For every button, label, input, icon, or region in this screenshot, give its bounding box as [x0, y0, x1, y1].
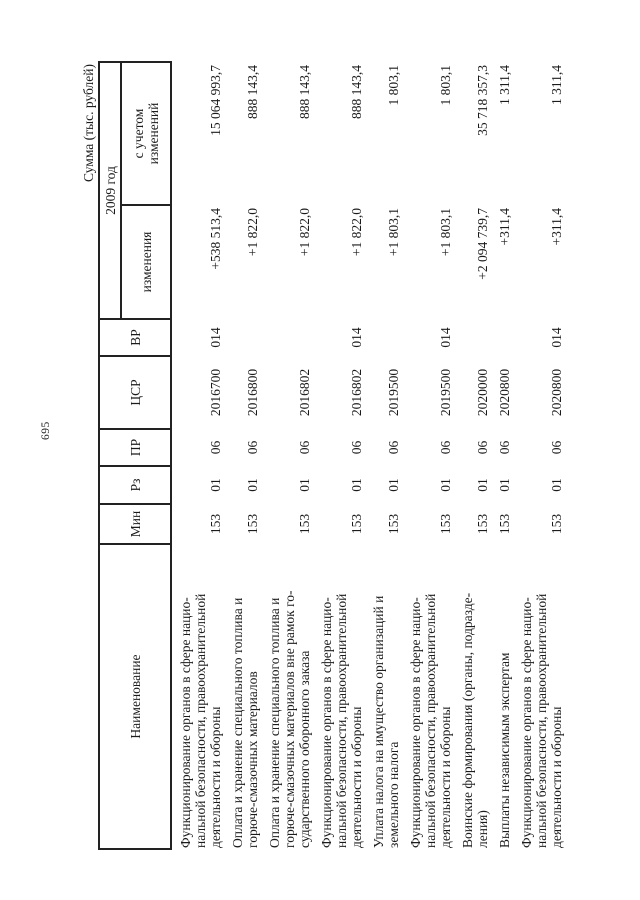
row-with-changes-cell: 15 064 993,7: [208, 65, 223, 136]
row-rz-cell: 01: [549, 478, 564, 492]
row-pr-cell: 06: [208, 440, 223, 455]
row-changes-cell: +1 803,1: [438, 208, 453, 257]
row-name-cell: [454, 544, 491, 849]
row-with-changes-cell: 1 803,1: [386, 65, 401, 106]
row-name-cell: [365, 544, 402, 849]
row-min-cell: 153: [475, 513, 490, 535]
row-name-cell: [513, 544, 565, 849]
row-name-line: нальной безопасности, правоохранительной: [193, 593, 208, 848]
row-name-line: нальной безопасности, правоохранительной: [423, 593, 438, 848]
row-name-line: Функционирование органов в сфере нацио-: [408, 597, 423, 848]
row-with-changes-cell: 35 718 357,3: [475, 65, 490, 136]
row-name-line: деятельности и обороны: [438, 706, 453, 848]
row-pr-cell: 06: [475, 440, 490, 455]
table-row: [491, 62, 513, 849]
header-with-changes: [121, 62, 171, 205]
row-name-cell: [491, 544, 513, 849]
row-name-line: земельного налога: [386, 741, 401, 848]
row-name-line: нальной безопасности, правоохранительной: [334, 593, 349, 848]
header-vr: ВР: [99, 319, 171, 356]
row-rz-cell: 01: [475, 478, 490, 492]
row-name-line: деятельности и обороны: [208, 706, 223, 848]
row-name-line: Оплата и хранение специального топлива и: [267, 597, 282, 848]
row-changes-cell: +1 822,0: [297, 208, 312, 257]
row-name-line: нальной безопасности, правоохранительной: [534, 593, 549, 848]
table-row: [454, 62, 491, 849]
row-vr-cell: 014: [438, 327, 453, 348]
row-rz-cell: 01: [438, 478, 453, 492]
row-name-line: Воинские формирования (органы, подразде-: [460, 592, 475, 848]
row-changes-cell: +311,4: [497, 208, 512, 246]
row-min-cell: 153: [497, 513, 512, 535]
row-csr-cell: 2019500: [386, 368, 401, 417]
row-rz-cell: 01: [349, 478, 364, 492]
row-min-cell: 153: [208, 513, 223, 535]
row-rz-cell: 01: [245, 478, 260, 492]
row-name-line: ления): [475, 810, 490, 848]
row-vr-cell: 014: [208, 327, 223, 348]
header-pr: ПР: [99, 429, 171, 466]
row-rz-cell: 01: [208, 478, 223, 492]
table-row: [313, 62, 365, 849]
row-with-changes-cell: 1 311,4: [549, 65, 564, 105]
header-year-group: 2009 год: [99, 62, 121, 319]
row-min-cell: 153: [438, 513, 453, 535]
row-name-line: Функционирование органов в сфере нацио-: [178, 597, 193, 848]
row-csr-cell: 2019500: [438, 368, 453, 417]
row-min-cell: 153: [349, 513, 364, 535]
header-with-changes-label: с учетом изменений: [131, 102, 161, 165]
row-name-cell: [224, 544, 261, 849]
row-name-line: Оплата и хранение специального топлива и: [230, 597, 245, 848]
row-rz-cell: 01: [297, 478, 312, 492]
row-pr-cell: 06: [549, 440, 564, 455]
row-changes-cell: +2 094 739,7: [475, 208, 490, 280]
row-name-line: сударственного оборонного заказа: [297, 650, 312, 848]
row-name-line: горюче-смазочных материалов вне рамок го-: [282, 590, 297, 848]
row-name-line: деятельности и обороны: [349, 706, 364, 848]
row-name-line: деятельности и обороны: [549, 706, 564, 848]
table-row: [171, 62, 224, 849]
row-rz-cell: 01: [386, 478, 401, 492]
row-csr-cell: 2020800: [497, 368, 512, 417]
table-body: [171, 62, 565, 849]
row-with-changes-cell: 1 803,1: [438, 65, 453, 106]
row-min-cell: 153: [386, 513, 401, 535]
row-vr-cell: [454, 319, 491, 356]
header-rz: Рз: [99, 466, 171, 504]
row-name-cell: [402, 544, 454, 849]
row-with-changes-cell: 888 143,4: [245, 65, 260, 119]
row-min-cell: 153: [549, 513, 564, 535]
row-csr-cell: 2016802: [297, 368, 312, 417]
row-vr-cell: 014: [349, 327, 364, 348]
table-row: [224, 62, 261, 849]
budget-table: [98, 61, 565, 850]
row-vr-cell: [261, 319, 313, 356]
row-pr-cell: 06: [349, 440, 364, 455]
row-pr-cell: 06: [438, 440, 453, 455]
header-changes: изменения: [121, 205, 171, 319]
row-with-changes-cell: 1 311,4: [497, 65, 512, 105]
row-vr-cell: [365, 319, 402, 356]
row-pr-cell: 06: [386, 440, 401, 455]
row-changes-cell: +538 513,4: [208, 208, 223, 270]
table-row: [402, 62, 454, 849]
row-csr-cell: 2016800: [245, 368, 260, 417]
row-changes-cell: +1 822,0: [245, 208, 260, 257]
row-pr-cell: 06: [497, 440, 512, 455]
units-note: Сумма (тыс. рублей): [81, 64, 96, 182]
row-name-line: Функционирование органов в сфере нацио-: [519, 597, 534, 848]
table-row: [513, 62, 565, 849]
row-csr-cell: 2020000: [475, 368, 490, 417]
page-number: 695: [40, 421, 52, 440]
header-min: Мин: [99, 504, 171, 544]
row-rz-cell: 01: [497, 478, 512, 492]
row-name-cell: [313, 544, 365, 849]
row-pr-cell: 06: [297, 440, 312, 455]
row-name-line: Выплаты независимым экспертам: [497, 652, 512, 848]
row-changes-cell: +1 803,1: [386, 208, 401, 257]
row-pr-cell: 06: [245, 440, 260, 455]
row-csr-cell: 2016700: [208, 368, 223, 417]
row-changes-cell: +1 822,0: [349, 208, 364, 257]
row-csr-cell: 2016802: [349, 368, 364, 417]
table-row: [261, 62, 313, 849]
table-header: [99, 62, 171, 849]
row-with-changes-cell: 888 143,4: [349, 65, 364, 119]
row-vr-cell: 014: [549, 327, 564, 348]
row-with-changes-cell: 888 143,4: [297, 65, 312, 119]
row-name-line: горюче-смазочных материалов: [245, 671, 260, 848]
row-name-line: Уплата налога на имущество организаций и: [371, 595, 386, 848]
row-min-cell: 153: [245, 513, 260, 535]
row-vr-cell: [491, 319, 513, 356]
row-name-cell: [261, 544, 313, 849]
row-name-cell: [171, 544, 224, 849]
row-csr-cell: 2020800: [549, 368, 564, 417]
row-vr-cell: [224, 319, 261, 356]
header-name: Наименование: [99, 544, 171, 849]
header-csr: ЦСР: [99, 356, 171, 429]
row-name-line: Функционирование органов в сфере нацио-: [319, 597, 334, 848]
table-row: [365, 62, 402, 849]
row-min-cell: 153: [297, 513, 312, 535]
row-changes-cell: +311,4: [549, 208, 564, 246]
